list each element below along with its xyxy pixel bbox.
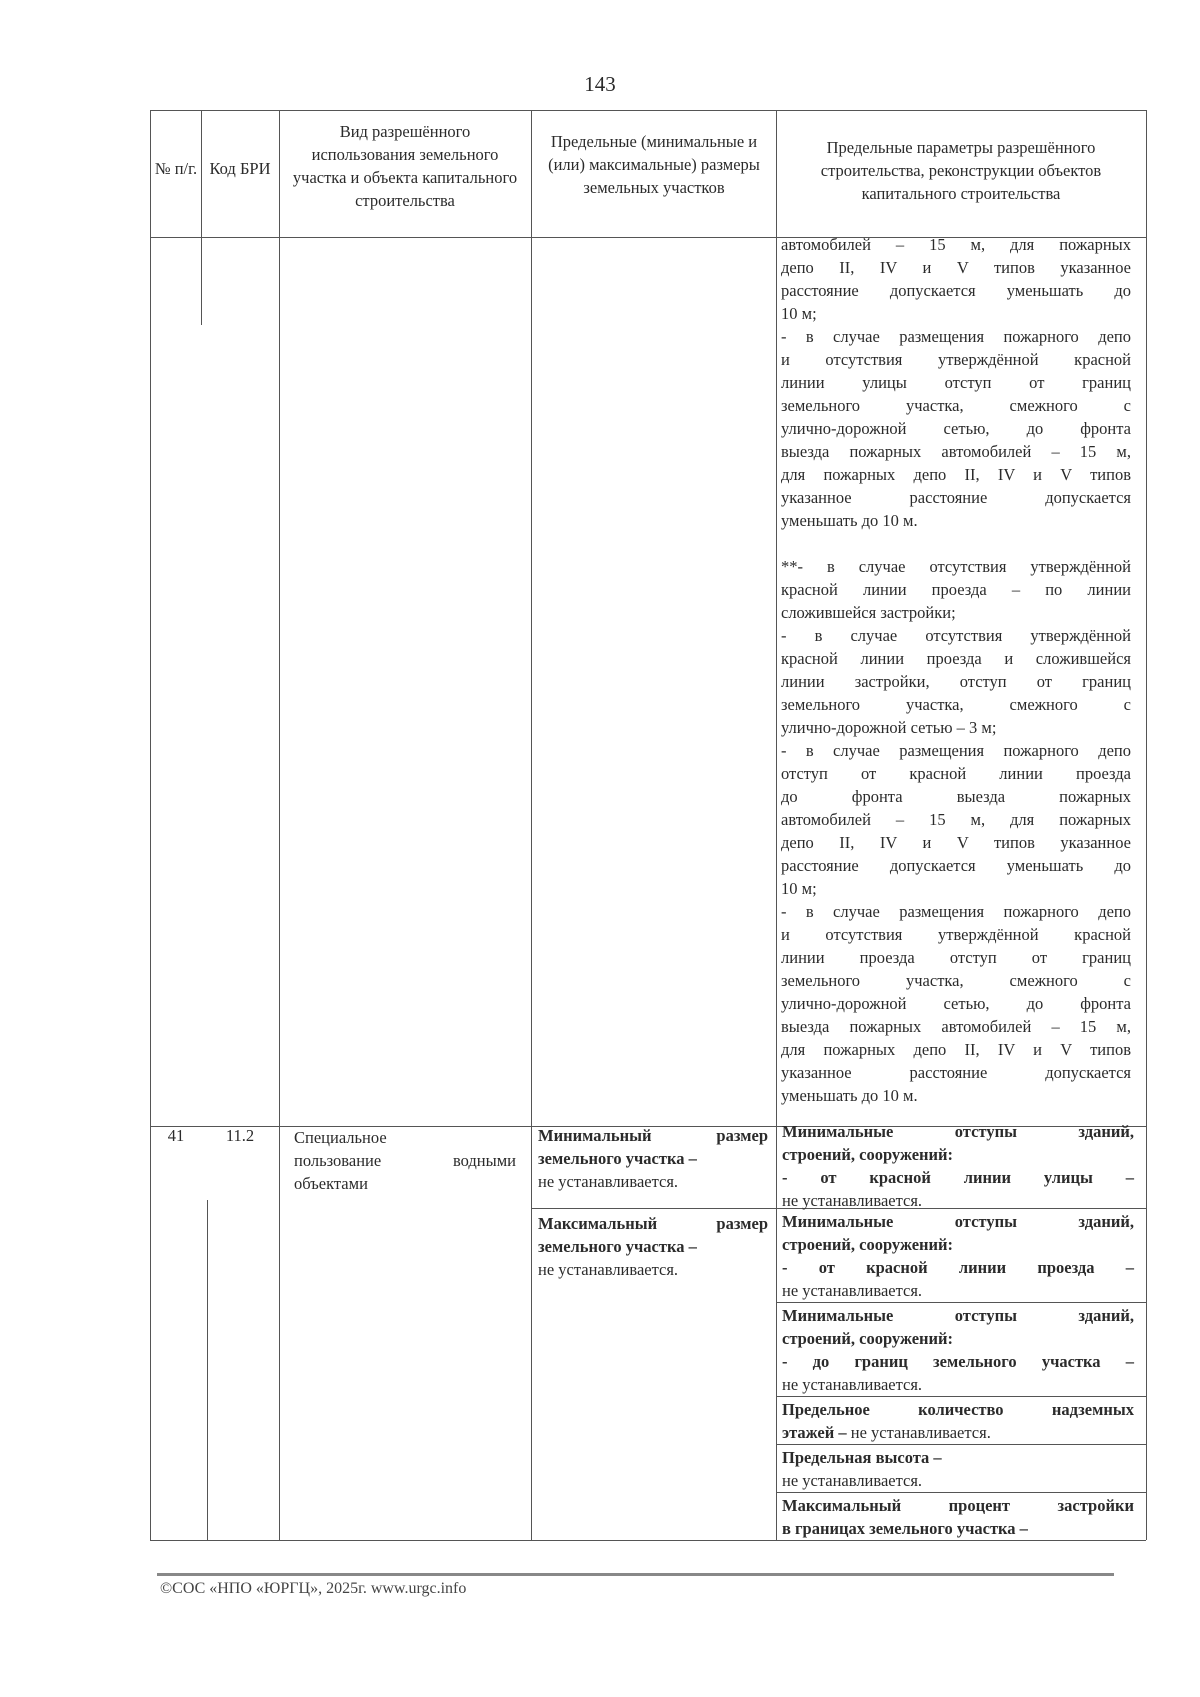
row41-params-4: Предельное количество надземных этажей – не устанавливается. [782, 1400, 1134, 1442]
row41-code: 11.2 [225, 1126, 255, 1145]
continuation-text: автомобилей – 15 м, для пожарных депо II, IV и V типов указанное расстояние допускается уменьшать до 10 м; - в случае размещения пожарного депо и отсутствия утверждённой красной линии улицы отступ от границ земельного участка, смежного с улично-дорожной сетью, до фронта выезда пожарных автомобилей – 15 м, для пожарных депо II, IV и V типов указанное расстояние допускается уменьшать до 10 м. **- в случае отсутствия утверждённой красной линии проезда – по линии сложившейся застройки; - в случае отсутствия утверждённой красной линии проезда и сложившейся линии застройки, отступ от границ земельного участка, смежного с улично-дорожной сетью – 3 м; - в случае размещения пожарного депо отступ от красной линии проезда до фронта выезда пожарных автомобилей – 15 м, для пожарных депо II, IV и V типов указанное расстояние допускается уменьшать до 10 м; - в случае размещения пожарного депо и отсутствия утверждённой красной линии проезда отступ от границ земельного участка, смежного с улично-дорожной сетью, до фронта выезда пожарных автомобилей – 15 м, для пожарных депо II, IV и V типов указанное расстояние допускается уменьшать до 10 м. [781, 235, 1131, 1105]
row41-params-6: Максимальный процент застройки в границах земельного участка – [782, 1496, 1134, 1538]
row41-num: 41 [167, 1126, 185, 1145]
row41-params-1: Минимальные отступы зданий, строений, сооружений: - от красной линии улицы – не устанавливается. [782, 1122, 1134, 1210]
row41-plot-min: Минимальный размер земельного участка – не устанавливается. [538, 1126, 768, 1191]
footer-divider [157, 1573, 1114, 1576]
row41-params-2: Минимальные отступы зданий, строений, сооружений: - от красной линии проезда – не устанавливается. [782, 1212, 1134, 1300]
row41-plot-max: Максимальный размер земельного участка – не устанавливается. [538, 1214, 768, 1279]
header-plot: Предельные (минимальные и (или) максимальные) размеры земельных участков [548, 132, 760, 197]
row41-kind: Специальное пользование водными объектами [294, 1128, 516, 1193]
row41-params-5: Предельная высота – не устанавливается. [782, 1448, 942, 1490]
header-code: Код БРИ [209, 159, 271, 178]
header-params: Предельные параметры разрешённого строительства, реконструкции объектов капитального строительства [820, 138, 1102, 203]
footer-copyright: ©СОС «НПО «ЮРГЦ», 2025г. www.urgc.info [160, 1580, 467, 1597]
header-kind: Вид разрешённого использования земельного участка и объекта капитального строительства [292, 122, 518, 210]
header-num: № п/г. [154, 159, 198, 178]
row41-params-3: Минимальные отступы зданий, строений, сооружений: - до границ земельного участка – не устанавливается. [782, 1306, 1134, 1394]
page-number: 143 [584, 72, 616, 96]
